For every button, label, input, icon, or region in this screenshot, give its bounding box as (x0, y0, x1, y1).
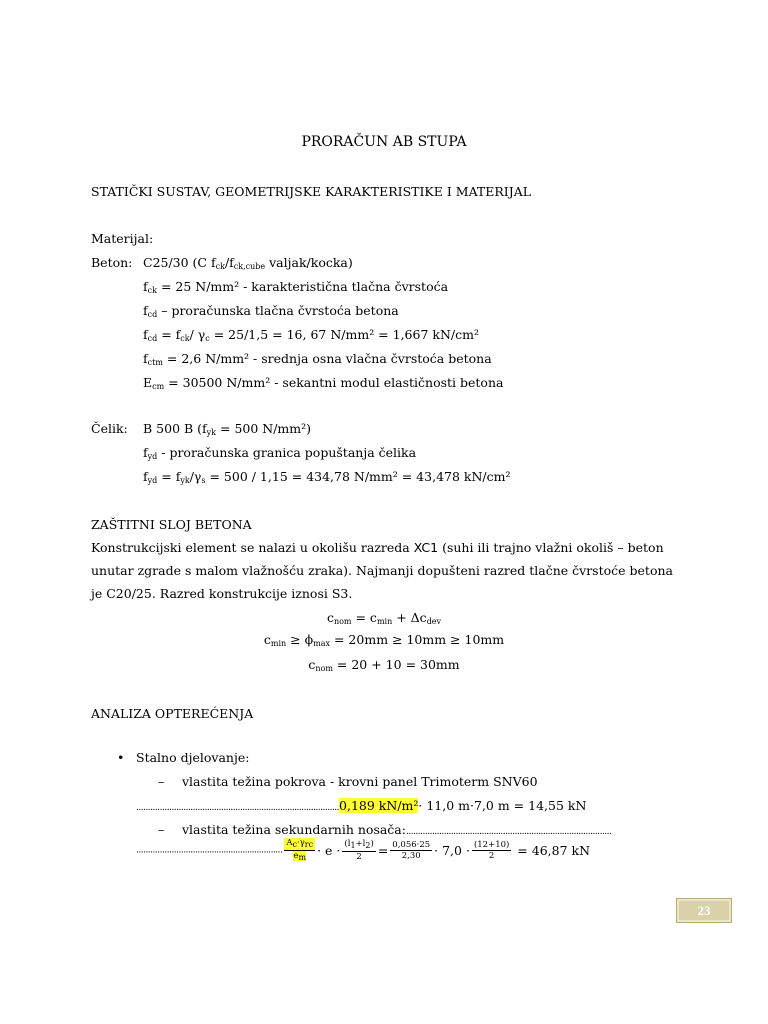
materijal-label: Materijal: (91, 231, 154, 246)
fraction-values-1: $\frac{0,056\cdot 25}{2,30}$ (392, 840, 431, 861)
dash-2: – (158, 822, 165, 837)
fck-line: $f_{ck} = 25$ N/mm² - karakteristična tlačna čvrstoća (143, 279, 449, 295)
paragraph-line-1: Konstrukcijski element se nalazi u okolišu razreda XC1 (suhi ili trajno vlažni okoliš – beton (91, 540, 664, 555)
beton-class-line: C25/30 (C $f_{ck}/f_{ck,cube}$ valjak/kocka) (143, 255, 353, 271)
fyd-definition-line: $f_{yd}$ - proračunska granica popuštanja čelika (143, 445, 417, 461)
page-title: PRORAČUN AB STUPA (301, 134, 467, 150)
section-heading-loads: ANALIZA OPTEREĆENJA (91, 706, 254, 721)
fctm-line: $f_{ctm} = 2,6$ N/mm² - srednja osna vlačna čvrstoća betona (143, 351, 492, 367)
bullet-permanent-load: Stalno djelovanje: (136, 750, 250, 765)
load-item-roof-panel: vlastita težina pokrova - krovni panel Trimoterm SNV60 (182, 774, 538, 789)
fraction-l1-l2-over-2: $\frac{(l_1+l_2)}{2}$ (344, 839, 374, 862)
section-heading-static-system: STATIČKI SUSTAV, GEOMETRIJSKE KARAKTERISTIKE I MATERIJAL (91, 184, 532, 199)
secondary-beams-calc-line: .............................................................. $\frac{A_c\cdot\gamma_{rc}}{e_m}$ · e · $\frac{(l_1+l_2)}{2}$ = $\frac{0,056\cdot 25}{2,30}$ · 7,0 · $\frac{(12+10)}{2}$ = 46,87 kN (136, 838, 591, 862)
fcd-definition-line: $f_{cd}$ – proračunska tlačna čvrstoća betona (143, 303, 399, 319)
fyd-calc-line: $f_{yd} = f_{yk}/\gamma_s = 500 / 1,15 = 434,78$ N/mm² = 43,478 kN/cm² (143, 469, 511, 485)
dash-1: – (158, 774, 165, 789)
section-heading-cover: ZAŠTITNI SLOJ BETONA (91, 517, 252, 532)
page-number-badge: 23 (676, 898, 732, 923)
ecm-line: $E_{cm} = 30500$ N/mm² - sekantni modul elastičnosti betona (143, 375, 504, 391)
beton-label: Beton: (91, 255, 133, 270)
equation-cnom-value: $c_{nom} = 20 + 10 = 30mm$ (308, 657, 460, 673)
celik-label: Čelik: (91, 421, 128, 436)
roof-panel-calc-line: ......................................................................................0,189 kN/m²· 11,0 m·7,0 m = 14,55 kN (136, 798, 587, 813)
fcd-calc-line: $f_{cd} = f_{ck}/$ $\gamma_c = 25/1,5 = 16$, 67 N/mm² = 1,667 kN/cm² (143, 327, 479, 343)
load-item-secondary-beams: vlastita težina sekundarnih nosača:....................................................................................... (182, 822, 612, 837)
equation-cmin: $c_{min} \ge \phi_{max} = 20mm \ge 10mm \ge 10mm$ (263, 632, 505, 648)
fraction-ac-gamma-over-em: $\frac{A_c\cdot\gamma_{rc}}{e_m}$ (286, 838, 314, 862)
paragraph-line-3: je C20/25. Razred konstrukcije iznosi S3. (91, 586, 353, 601)
celik-class-line: B 500 B ($f_{yk} = 500$ N/mm²) (143, 421, 312, 437)
bullet-dot: • (117, 750, 125, 765)
roof-panel-load-highlight: 0,189 kN/m² (339, 798, 419, 813)
paragraph-line-2: unutar zgrade s malom vlažnošću zraka). Najmanji dopušteni razred tlačne čvrstoće betona (91, 563, 673, 578)
fraction-values-2: $\frac{(12+10)}{2}$ (473, 840, 510, 861)
equation-cnom-def: $c_{nom} = c_{min} + \Delta c_{dev}$ (326, 610, 442, 626)
